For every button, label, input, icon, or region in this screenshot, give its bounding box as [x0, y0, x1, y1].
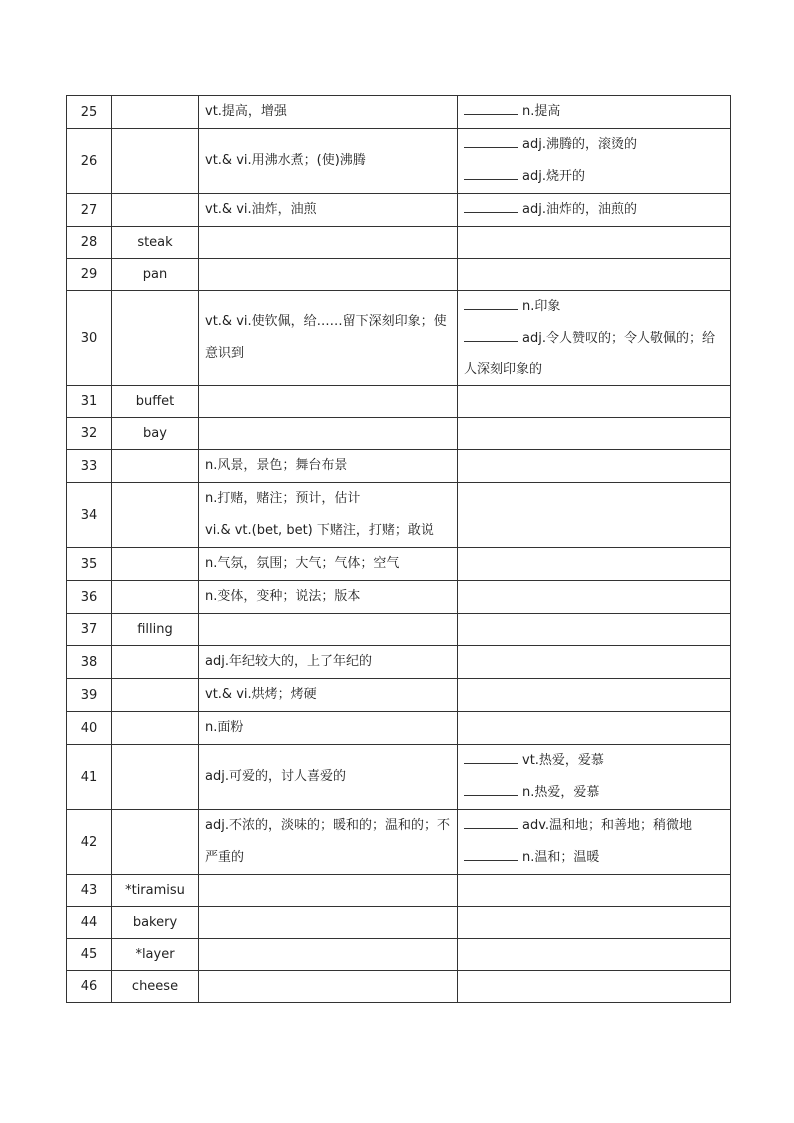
definition-line: adj.不浓的，淡味的；暖和的；温和的；不严重的 — [205, 818, 450, 865]
derivative-cell — [458, 418, 731, 450]
definition-cell — [199, 291, 458, 386]
derivative-cell — [458, 194, 731, 227]
word-cell[interactable] — [112, 483, 199, 548]
derivative-cell — [458, 810, 731, 875]
row-number: 35 — [67, 548, 112, 581]
definition-line: vt.& vi.用沸水煮；(使)沸腾 — [205, 153, 366, 168]
definition-cell — [199, 679, 458, 712]
derivative-cell — [458, 129, 731, 194]
derivative-cell — [458, 971, 731, 1003]
derivative-text: adj.沸腾的，滚烫的 — [522, 137, 637, 152]
derivative-cell — [458, 450, 731, 483]
word-cell[interactable] — [112, 96, 199, 129]
row-number: 25 — [67, 96, 112, 129]
derivative-line — [464, 194, 724, 226]
row-number: 38 — [67, 646, 112, 679]
word-cell[interactable]: *layer — [112, 939, 199, 971]
table-row — [67, 194, 731, 227]
table-row — [67, 129, 731, 194]
derivative-cell — [458, 745, 731, 810]
table-row — [67, 227, 731, 259]
definition-cell — [199, 907, 458, 939]
definition-cell — [199, 745, 458, 810]
table-row — [67, 939, 731, 971]
definition-cell — [199, 548, 458, 581]
definition-cell — [199, 483, 458, 548]
derivative-line — [464, 745, 724, 777]
word-cell[interactable] — [112, 646, 199, 679]
definition-line: n.风景，景色；舞台布景 — [205, 458, 348, 473]
derivative-cell — [458, 581, 731, 614]
derivative-text: n.印象 — [522, 299, 561, 314]
derivative-cell — [458, 939, 731, 971]
definition-line: vt.提高，增强 — [205, 104, 287, 119]
word-cell[interactable]: bakery — [112, 907, 199, 939]
definition-cell — [199, 450, 458, 483]
word-cell[interactable] — [112, 450, 199, 483]
definition-line: vt.& vi.使钦佩，给……留下深刻印象；使意识到 — [205, 314, 447, 361]
word-cell[interactable] — [112, 745, 199, 810]
table-row — [67, 679, 731, 712]
row-number: 26 — [67, 129, 112, 194]
definition-cell — [199, 939, 458, 971]
derivative-cell — [458, 259, 731, 291]
word-cell[interactable] — [112, 712, 199, 745]
derivative-line — [464, 129, 724, 161]
definition-text — [205, 145, 451, 177]
definition-text — [205, 194, 451, 226]
derivative-line — [464, 842, 724, 874]
table-row — [67, 450, 731, 483]
derivative-text: adj.烧开的 — [522, 169, 585, 184]
answer-blank[interactable] — [464, 298, 518, 310]
vocabulary-table-body — [67, 96, 731, 1003]
row-number: 28 — [67, 227, 112, 259]
row-number: 45 — [67, 939, 112, 971]
table-row — [67, 483, 731, 548]
table-row — [67, 96, 731, 129]
definition-line: vt.& vi.烘烤；烤硬 — [205, 687, 317, 702]
derivative-text: vt.热爱，爱慕 — [522, 753, 604, 768]
answer-blank[interactable] — [464, 136, 518, 148]
derivative-line — [464, 161, 724, 193]
answer-blank[interactable] — [464, 103, 518, 115]
derivative-line — [464, 810, 724, 842]
derivative-cell — [458, 712, 731, 745]
row-number: 43 — [67, 875, 112, 907]
answer-blank[interactable] — [464, 784, 518, 796]
definition-line: n.面粉 — [205, 720, 244, 735]
definition-cell — [199, 810, 458, 875]
definition-cell — [199, 386, 458, 418]
definition-cell — [199, 227, 458, 259]
definition-cell — [199, 712, 458, 745]
derivative-cell — [458, 614, 731, 646]
table-row — [67, 875, 731, 907]
row-number: 34 — [67, 483, 112, 548]
definition-cell — [199, 971, 458, 1003]
definition-cell — [199, 875, 458, 907]
definition-cell — [199, 96, 458, 129]
definition-text — [205, 646, 451, 678]
answer-blank[interactable] — [464, 849, 518, 861]
definition-cell — [199, 194, 458, 227]
derivative-cell — [458, 291, 731, 386]
vocabulary-table — [66, 95, 731, 1003]
definition-text — [205, 450, 451, 482]
row-number: 40 — [67, 712, 112, 745]
word-cell[interactable] — [112, 291, 199, 386]
derivative-text: n.热爱，爱慕 — [522, 785, 600, 800]
word-cell[interactable] — [112, 129, 199, 194]
table-row — [67, 971, 731, 1003]
definition-line: n.变体，变种；说法；版本 — [205, 589, 361, 604]
definition-text — [205, 712, 451, 744]
row-number: 42 — [67, 810, 112, 875]
definition-text — [205, 761, 451, 793]
row-number: 37 — [67, 614, 112, 646]
definition-line: vt.& vi.油炸，油煎 — [205, 202, 317, 217]
answer-blank[interactable] — [464, 168, 518, 180]
definition-text — [205, 548, 451, 580]
definition-line: n.气氛，氛围；大气；气体；空气 — [205, 556, 400, 571]
derivative-text: n.提高 — [522, 104, 561, 119]
derivative-line — [464, 96, 724, 128]
table-row — [67, 907, 731, 939]
word-cell[interactable]: filling — [112, 614, 199, 646]
row-number: 29 — [67, 259, 112, 291]
derivative-cell — [458, 96, 731, 129]
row-number: 30 — [67, 291, 112, 386]
answer-blank[interactable] — [464, 201, 518, 213]
row-number: 41 — [67, 745, 112, 810]
row-number: 27 — [67, 194, 112, 227]
definition-line: adj.年纪较大的，上了年纪的 — [205, 654, 372, 669]
table-row — [67, 548, 731, 581]
derivative-cell — [458, 679, 731, 712]
derivative-text: adj.令人赞叹的；令人敬佩的；给人深刻印象的 — [464, 331, 715, 377]
table-row — [67, 581, 731, 614]
derivative-cell — [458, 875, 731, 907]
derivative-line — [464, 291, 724, 323]
row-number: 36 — [67, 581, 112, 614]
definition-cell — [199, 259, 458, 291]
table-row — [67, 646, 731, 679]
table-row — [67, 745, 731, 810]
derivative-cell — [458, 227, 731, 259]
row-number: 33 — [67, 450, 112, 483]
definition-text — [205, 810, 451, 874]
answer-blank[interactable] — [464, 752, 518, 764]
definition-line: vi.& vt.(bet, bet) 下赌注，打赌；敢说 — [205, 523, 434, 538]
word-cell[interactable] — [112, 194, 199, 227]
table-row — [67, 418, 731, 450]
table-row — [67, 291, 731, 386]
table-row — [67, 259, 731, 291]
answer-blank[interactable] — [464, 817, 518, 829]
derivative-cell — [458, 907, 731, 939]
derivative-text: adj.油炸的，油煎的 — [522, 202, 637, 217]
derivative-text: n.温和；温暖 — [522, 850, 600, 865]
derivative-text: adv.温和地；和善地；稍微地 — [522, 818, 693, 833]
table-row — [67, 386, 731, 418]
word-cell[interactable]: bay — [112, 418, 199, 450]
table-row — [67, 712, 731, 745]
word-cell[interactable]: steak — [112, 227, 199, 259]
word-cell[interactable] — [112, 810, 199, 875]
definition-cell — [199, 418, 458, 450]
derivative-cell — [458, 548, 731, 581]
derivative-line — [464, 323, 724, 385]
definition-text — [205, 306, 451, 370]
definition-cell — [199, 646, 458, 679]
row-number: 31 — [67, 386, 112, 418]
word-cell[interactable] — [112, 548, 199, 581]
definition-text — [205, 581, 451, 613]
table-row — [67, 614, 731, 646]
row-number: 39 — [67, 679, 112, 712]
word-cell[interactable]: *tiramisu — [112, 875, 199, 907]
word-cell[interactable]: buffet — [112, 386, 199, 418]
definition-text — [205, 96, 451, 128]
definition-line: adj.可爱的，讨人喜爱的 — [205, 769, 346, 784]
row-number: 32 — [67, 418, 112, 450]
derivative-cell — [458, 483, 731, 548]
answer-blank[interactable] — [464, 330, 518, 342]
word-cell[interactable]: cheese — [112, 971, 199, 1003]
word-cell[interactable]: pan — [112, 259, 199, 291]
table-row — [67, 810, 731, 875]
word-cell[interactable] — [112, 679, 199, 712]
row-number: 44 — [67, 907, 112, 939]
row-number: 46 — [67, 971, 112, 1003]
definition-cell — [199, 129, 458, 194]
definition-cell — [199, 581, 458, 614]
definition-line: n.打赌，赌注；预计，估计 — [205, 491, 361, 506]
word-cell[interactable] — [112, 581, 199, 614]
derivative-line — [464, 777, 724, 809]
definition-text — [205, 483, 451, 547]
definition-cell — [199, 614, 458, 646]
derivative-cell — [458, 386, 731, 418]
definition-text — [205, 679, 451, 711]
derivative-cell — [458, 646, 731, 679]
